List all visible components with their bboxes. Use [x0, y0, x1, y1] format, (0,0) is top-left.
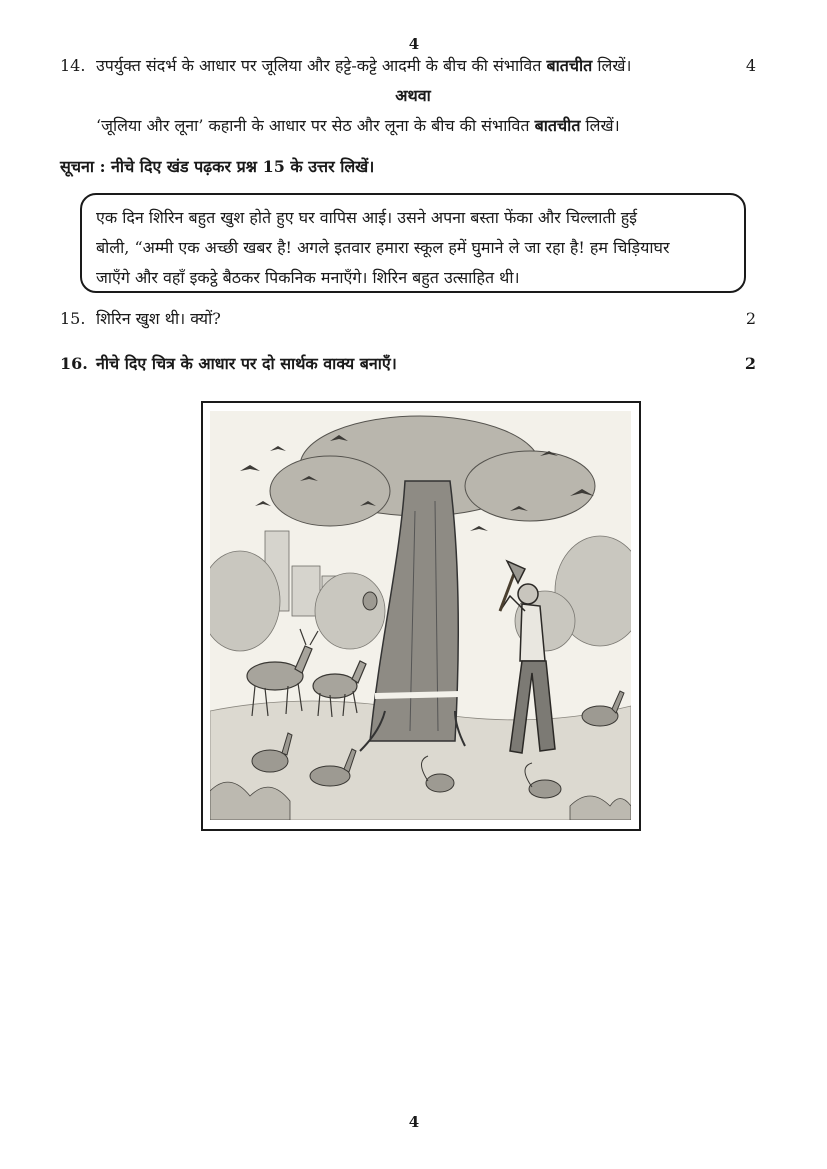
question-14-alt-end: लिखें। — [580, 116, 620, 135]
illustration-frame — [201, 401, 641, 831]
notice-instruction: सूचना : नीचे दिए खंड पढ़कर प्रश्न 15 के उत्तर लिखें। — [60, 157, 375, 176]
question-15-text: शिरिन खुश थी। क्यों? — [96, 309, 221, 328]
passage-line-3: जाएँगे और वहाँ इकट्ठे बैठकर पिकनिक मनाएँगे। शिरिन बहुत उत्साहित थी। — [96, 268, 520, 287]
question-14 — [60, 55, 756, 77]
question-15 — [60, 308, 756, 330]
question-14-alternative — [96, 115, 620, 137]
passage-line-2: बोली, “अम्मी एक अच्छी खबर है! अगले इतवार हमारा स्कूल हमें घुमाने ले जा रहा है! हम चिड़ियाघर — [96, 238, 670, 257]
question-14-text-part: उपर्युक्त संदर्भ के आधार पर जूलिया और हट्टे-कट्टे आदमी के बीच की संभावित — [96, 56, 547, 75]
question-14-alt-keyword: बातचीत — [534, 116, 581, 135]
question-14-keyword: बातचीत — [546, 56, 593, 75]
question-14-text — [96, 56, 632, 75]
question-15-marks: 2 — [745, 309, 756, 328]
header-page-number: 4 — [408, 35, 420, 53]
question-16-number: 16. — [60, 354, 88, 373]
question-14-number: 14. — [60, 56, 86, 75]
axe-cut — [375, 694, 460, 696]
passage-box — [80, 193, 746, 293]
question-14-text-end: लिखें। — [592, 56, 632, 75]
question-16-marks: 2 — [744, 354, 756, 373]
question-14-alt-text: ‘जूलिया और लूना’ कहानी के आधार पर सेठ और लूना के बीच की संभावित — [96, 116, 535, 135]
tree-cutting-illustration — [210, 411, 631, 820]
question-15-number: 15. — [60, 309, 86, 328]
footer-page-number: 4 — [408, 1113, 420, 1131]
or-label: अथवा — [395, 86, 431, 105]
question-14-marks: 4 — [745, 56, 756, 75]
question-16-text: नीचे दिए चित्र के आधार पर दो सार्थक वाक्य बनाएँ। — [96, 354, 397, 373]
passage-line-1: एक दिन शिरिन बहुत खुश होते हुए घर वापिस आई। उसने अपना बस्ता फेंका और चिल्लाती हुई — [96, 208, 638, 227]
question-16 — [60, 353, 756, 375]
